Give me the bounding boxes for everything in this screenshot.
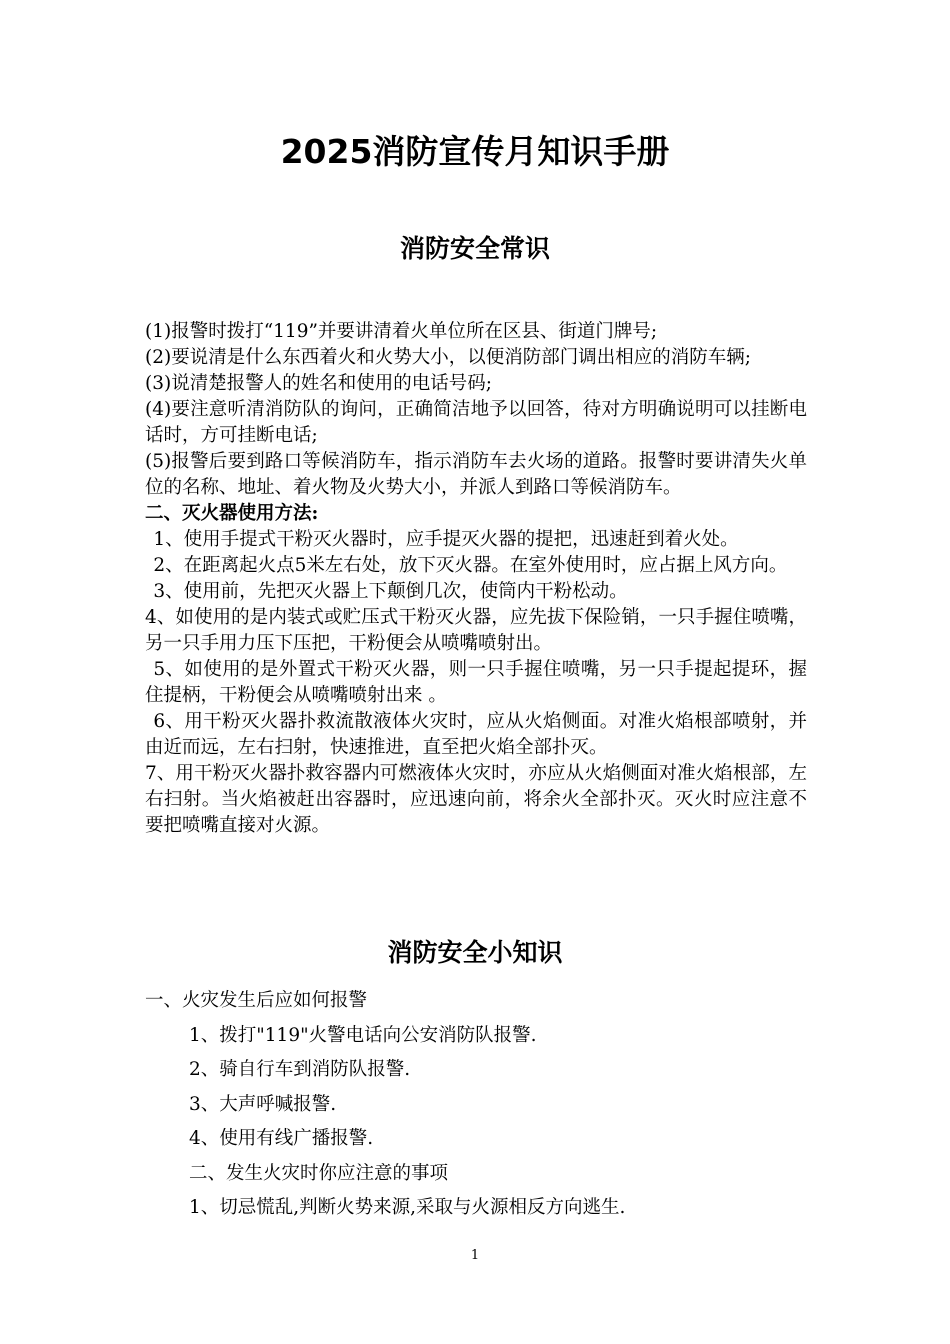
list-item: 1、切忌慌乱,判断火势来源,采取与火源相反方向逃生. [189,1197,626,1218]
report-item: (3)说清楚报警人的姓名和使用的电话号码; [145,373,492,394]
section-title-fire-safety-tips: 消防安全小知识 [387,938,563,967]
extinguisher-step: 6、用干粉灭火器扑救流散液体火灾时，应从火焰侧面。对准火焰根部喷射，并由近而远，左右扫射，快速推进，直至把火焰全部扑灭。 [145,711,807,758]
extinguisher-step: 4、如使用的是内装式或贮压式干粉灭火器，应先拔下保险销，一只手握住喷嘴，另一只手用力压下压把，干粉便会从喷嘴喷射出。 [145,607,807,654]
page-number: 1 [470,1248,480,1263]
list-item: 1、拨打"119"火警电话向公安消防队报警. [189,1024,537,1046]
extinguisher-step: 7、用干粉灭火器扑救容器内可燃液体火灾时，亦应从火焰侧面对准火焰根部，左右扫射。当火焰被赶出容器时，应迅速向前，将余火全部扑灭。灭火时应注意不要把喷嘴直接对火源。 [145,763,807,836]
fire-safety-tips-body [145,984,807,1226]
fire-safety-basics-body [145,319,807,839]
report-item: (1)报警时拨打“119”并要讲清着火单位所在区县、街道门牌号; [145,321,658,342]
extinguisher-step: 2、在距离起火点5米左右处，放下灭火器。在室外使用时，应占据上风方向。 [153,555,788,576]
extinguisher-step: 1、使用手提式干粉灭火器时，应手提灭火器的提把，迅速赶到着火处。 [153,529,739,550]
extinguisher-heading: 二、灭火器使用方法: [145,503,319,524]
list-item: 3、大声呼喊报警. [189,1093,337,1115]
report-item: (4)要注意听清消防队的询问，正确简洁地予以回答，待对方明确说明可以挂断电话时，方可挂断电话; [145,399,807,446]
question-heading: 一、火灾发生后应如何报警 [145,990,368,1011]
list-item: 4、使用有线广播报警. [189,1128,374,1149]
extinguisher-step: 5、如使用的是外置式干粉灭火器，则一只手握住喷嘴，另一只手提起提环，握住提柄，干粉便会从喷嘴喷射出来 。 [145,659,807,706]
document-title: 2025消防宣传月知识手册 [280,132,670,171]
report-item: (2)要说清是什么东西着火和火势大小，以便消防部门调出相应的消防车辆; [145,347,751,368]
report-item: (5)报警后要到路口等候消防车，指示消防车去火场的道路。报警时要讲清失火单位的名称、地址、着火物及火势大小，并派人到路口等候消防车。 [145,451,807,498]
list-item: 2、骑自行车到消防队报警. [189,1059,411,1080]
question-heading: 二、发生火灾时你应注意的事项 [189,1162,449,1184]
extinguisher-step: 3、使用前，先把灭火器上下颠倒几次，使筒内干粉松动。 [153,581,628,602]
section-title-fire-safety-basics: 消防安全常识 [399,234,550,263]
